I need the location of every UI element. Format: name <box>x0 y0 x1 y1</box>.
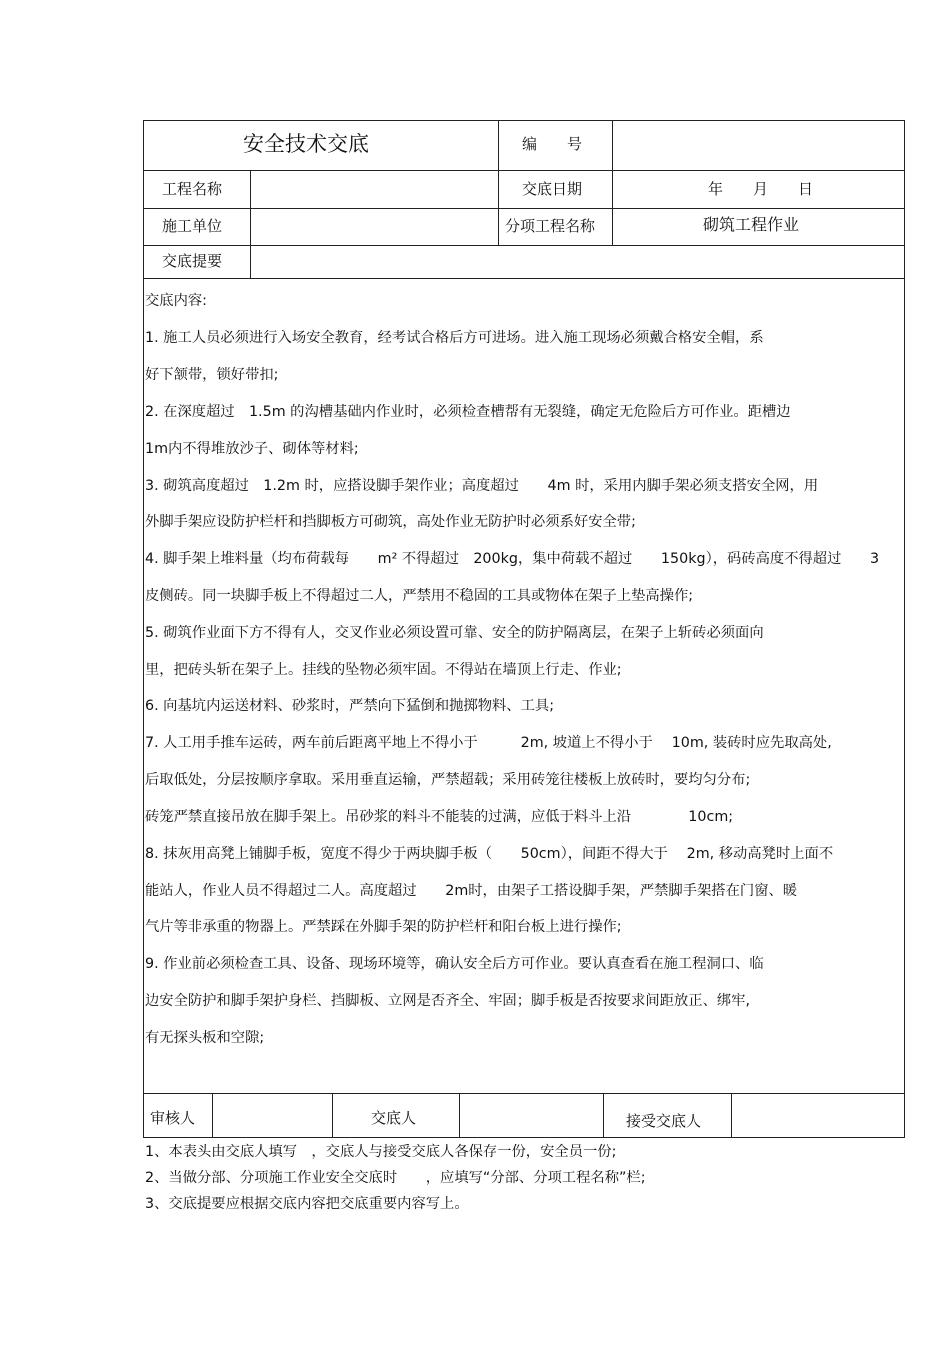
subproject-name-field[interactable]: 砌筑工程作业 <box>703 215 800 234</box>
number-label: 编 号 <box>522 135 583 153</box>
col-divider <box>731 1093 732 1138</box>
col-divider <box>459 1093 460 1138</box>
number-field[interactable] <box>620 135 900 155</box>
content-line: 1. 施工人员必须进行入场安全教育，经考试合格后方可进场。进入施工现场必须戴合格安全帽，系 <box>145 330 764 346</box>
receiver-field[interactable] <box>737 1109 897 1129</box>
summary-label: 交底提要 <box>162 252 223 270</box>
col-divider <box>612 120 613 245</box>
row-divider <box>143 278 905 279</box>
construction-unit-field[interactable] <box>258 217 490 237</box>
footnote: 1、本表头由交底人填写 ，交底人与接受交底人各保存一份，安全员一份; <box>145 1144 617 1160</box>
row-divider <box>143 245 905 246</box>
content-line: 能站人，作业人员不得超过二人。高度超过 2m时，由架子工搭设脚手架，严禁脚手架搭在门窗、暖 <box>145 883 798 899</box>
content-line: 有无探头板和空隙; <box>145 1030 265 1046</box>
col-divider <box>603 1093 604 1138</box>
content-line: 外脚手架应设防护栏杆和挡脚板方可砌筑，高处作业无防护时必须系好安全带; <box>145 514 636 530</box>
content-line: 气片等非承重的物器上。严禁踩在外脚手架的防护栏杆和阳台板上进行操作; <box>145 919 622 935</box>
content-line: 后取低处，分层按顺序拿取。采用垂直运输，严禁超载；采用砖笼往楼板上放砖时，要均匀分布; <box>145 772 751 788</box>
col-divider <box>332 1093 333 1138</box>
content-heading: 交底内容: <box>145 293 208 309</box>
row-divider <box>143 1093 905 1094</box>
reviewer-label: 审核人 <box>150 1109 196 1127</box>
content-line: 好下颔带，锁好带扣; <box>145 367 279 383</box>
row-divider <box>143 170 905 171</box>
discloser-field[interactable] <box>465 1109 597 1129</box>
content-line: 皮侧砖。同一块脚手板上不得超过二人，严禁用不稳固的工具或物体在架子上垫高操作; <box>145 588 694 604</box>
content-line: 4. 脚手架上堆料量（均布荷载每 m² 不得超过 200kg，集中荷载不超过 150kg），码砖高度不得超过 3 <box>145 551 880 567</box>
content-line: 3. 砌筑高度超过 1.2m 时，应搭设脚手架作业；高度超过 4m 时，采用内脚手架必须支搭安全网，用 <box>145 478 819 494</box>
content-line: 5. 砌筑作业面下方不得有人，交叉作业必须设置可靠、安全的防护隔离层，在架子上斩砖必须面向 <box>145 625 764 641</box>
content-line: 9. 作业前必须检查工具、设备、现场环境等，确认安全后方可作业。要认真查看在施工程洞口、临 <box>145 956 764 972</box>
summary-field[interactable] <box>258 252 898 272</box>
col-divider <box>250 170 251 278</box>
content-line: 6. 向基坑内运送材料、砂浆时，严禁向下猛倒和抛掷物料、工具; <box>145 698 555 714</box>
col-divider <box>498 120 499 245</box>
footnote: 3、交底提要应根据交底内容把交底重要内容写上。 <box>145 1196 469 1212</box>
content-line: 2. 在深度超过 1.5m 的沟槽基础内作业时，必须检查槽帮有无裂缝，确定无危险后方可作业。距槽边 <box>145 404 791 420</box>
row-divider <box>143 208 905 209</box>
project-name-field[interactable] <box>258 180 490 200</box>
content-line: 7. 人工用手推车运砖，两车前后距离平地上不得小于 2m, 坡道上不得小于 10m, 装砖时应先取高处, <box>145 735 832 751</box>
content-line: 1m内不得堆放沙子、砌体等材料; <box>145 441 359 457</box>
form-title: 安全技术交底 <box>243 132 369 156</box>
receiver-label: 接受交底人 <box>626 1112 702 1130</box>
subproject-name-label: 分项工程名称 <box>505 217 596 235</box>
discloser-label: 交底人 <box>371 1109 417 1127</box>
content-line: 里，把砖头斩在架子上。挂线的坠物必须牢固。不得站在墙顶上行走、作业; <box>145 662 622 678</box>
content-line: 边安全防护和脚手架护身栏、挡脚板、立网是否齐全、牢固；脚手板是否按要求间距放正、绑牢, <box>145 993 751 1009</box>
date-field[interactable]: 年 月 日 <box>708 180 814 198</box>
date-label: 交底日期 <box>522 180 583 198</box>
footnote: 2、当做分部、分项施工作业安全交底时 ，应填写“分部、分项工程名称”栏; <box>145 1170 646 1186</box>
content-line: 砖笼严禁直接吊放在脚手架上。吊砂浆的料斗不能装的过满，应低于料斗上沿 10cm; <box>145 809 734 825</box>
col-divider <box>212 1093 213 1138</box>
project-name-label: 工程名称 <box>162 180 223 198</box>
content-line: 8. 抹灰用高凳上铺脚手板，宽度不得少于两块脚手板（ 50cm），间距不得大于 2m, 移动高凳时上面不 <box>145 846 834 862</box>
construction-unit-label: 施工单位 <box>162 217 223 235</box>
reviewer-field[interactable] <box>218 1109 326 1129</box>
